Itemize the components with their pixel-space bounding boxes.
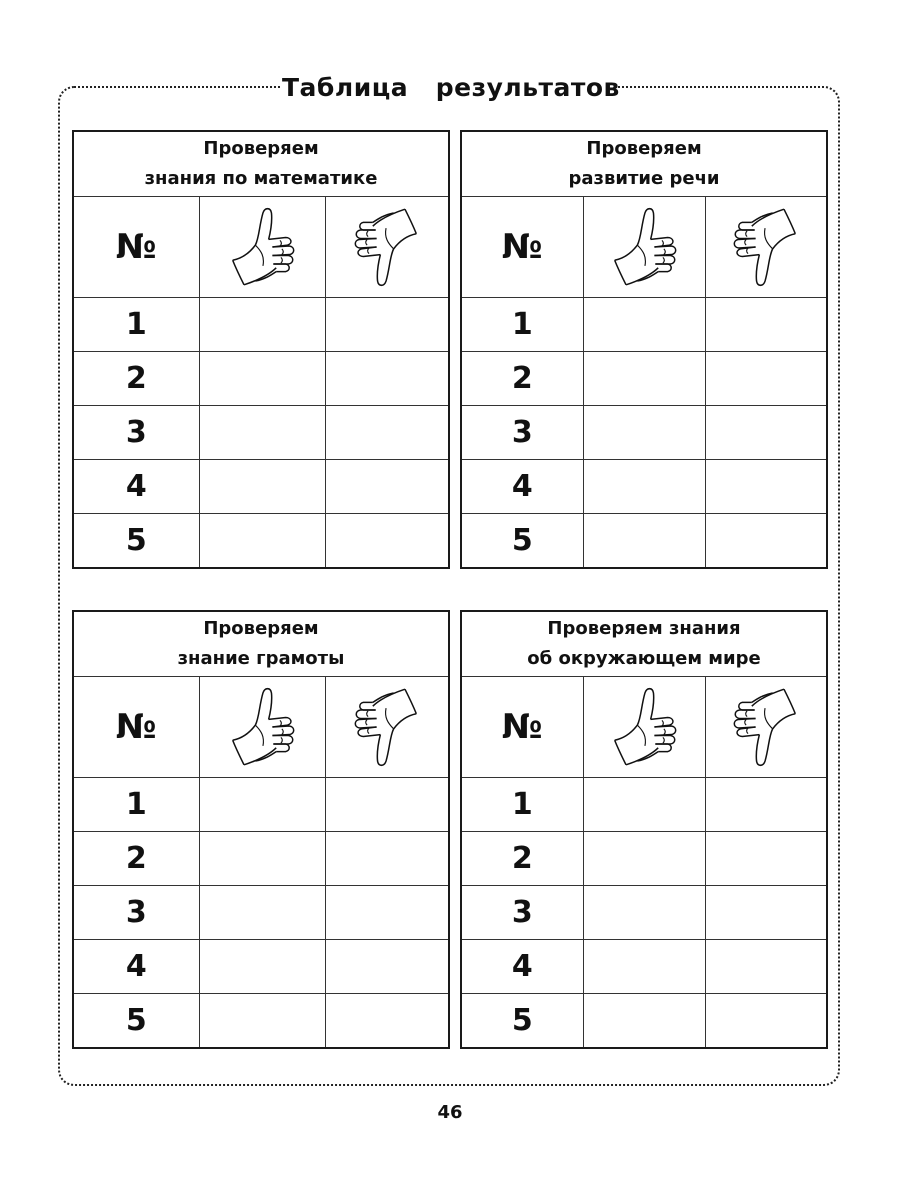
disapprove-cell[interactable] — [705, 352, 827, 406]
approve-cell[interactable] — [583, 298, 705, 352]
results-table-world — [460, 610, 828, 1049]
disapprove-cell[interactable] — [705, 514, 827, 569]
row-number: 2 — [461, 832, 583, 886]
thumbs-down-icon — [705, 677, 827, 778]
approve-cell[interactable] — [199, 460, 325, 514]
row-number: 3 — [73, 406, 199, 460]
row-number: 4 — [461, 940, 583, 994]
row-number: 4 — [73, 460, 199, 514]
approve-cell[interactable] — [583, 994, 705, 1049]
row-number: 3 — [461, 886, 583, 940]
row-number: 3 — [73, 886, 199, 940]
disapprove-cell[interactable] — [705, 994, 827, 1049]
results-table-math — [72, 130, 450, 569]
row-number: 1 — [461, 298, 583, 352]
number-column-header: № — [73, 677, 199, 778]
approve-cell[interactable] — [583, 940, 705, 994]
approve-cell[interactable] — [583, 352, 705, 406]
disapprove-cell[interactable] — [325, 778, 449, 832]
approve-cell[interactable] — [583, 886, 705, 940]
thumbs-up-icon — [199, 677, 325, 778]
disapprove-cell[interactable] — [325, 514, 449, 569]
thumbs-down-icon — [705, 197, 827, 298]
row-number: 2 — [461, 352, 583, 406]
approve-cell[interactable] — [199, 298, 325, 352]
approve-cell[interactable] — [199, 514, 325, 569]
row-number: 3 — [461, 406, 583, 460]
row-number: 2 — [73, 832, 199, 886]
disapprove-cell[interactable] — [705, 886, 827, 940]
row-number: 5 — [73, 514, 199, 569]
disapprove-cell[interactable] — [325, 352, 449, 406]
approve-cell[interactable] — [583, 514, 705, 569]
disapprove-cell[interactable] — [705, 406, 827, 460]
thumbs-up-icon — [583, 677, 705, 778]
number-column-header: № — [461, 677, 583, 778]
row-number: 5 — [73, 994, 199, 1049]
approve-cell[interactable] — [199, 832, 325, 886]
row-number: 4 — [73, 940, 199, 994]
disapprove-cell[interactable] — [705, 832, 827, 886]
disapprove-cell[interactable] — [705, 940, 827, 994]
results-table-speech — [460, 130, 828, 569]
disapprove-cell[interactable] — [325, 406, 449, 460]
thumbs-up-icon — [583, 197, 705, 298]
approve-cell[interactable] — [583, 778, 705, 832]
thumbs-down-icon — [325, 677, 449, 778]
approve-cell[interactable] — [583, 460, 705, 514]
approve-cell[interactable] — [199, 994, 325, 1049]
table-title: Проверяем развитие речи — [461, 131, 827, 197]
page-number: 46 — [437, 1102, 463, 1123]
page-title: Таблица результатов — [282, 68, 618, 108]
approve-cell[interactable] — [199, 352, 325, 406]
row-number: 1 — [461, 778, 583, 832]
row-number: 1 — [73, 778, 199, 832]
disapprove-cell[interactable] — [705, 460, 827, 514]
row-number: 5 — [461, 514, 583, 569]
number-column-header: № — [73, 197, 199, 298]
row-number: 2 — [73, 352, 199, 406]
approve-cell[interactable] — [583, 406, 705, 460]
approve-cell[interactable] — [583, 832, 705, 886]
approve-cell[interactable] — [199, 406, 325, 460]
disapprove-cell[interactable] — [705, 778, 827, 832]
disapprove-cell[interactable] — [325, 994, 449, 1049]
disapprove-cell[interactable] — [325, 832, 449, 886]
row-number: 5 — [461, 994, 583, 1049]
approve-cell[interactable] — [199, 886, 325, 940]
number-column-header: № — [461, 197, 583, 298]
disapprove-cell[interactable] — [325, 940, 449, 994]
approve-cell[interactable] — [199, 940, 325, 994]
table-title: Проверяем знания об окружающем мире — [461, 611, 827, 677]
approve-cell[interactable] — [199, 778, 325, 832]
thumbs-down-icon — [325, 197, 449, 298]
disapprove-cell[interactable] — [325, 460, 449, 514]
disapprove-cell[interactable] — [325, 298, 449, 352]
table-title: Проверяем знания по математике — [73, 131, 449, 197]
disapprove-cell[interactable] — [325, 886, 449, 940]
thumbs-up-icon — [199, 197, 325, 298]
table-title: Проверяем знание грамоты — [73, 611, 449, 677]
row-number: 4 — [461, 460, 583, 514]
disapprove-cell[interactable] — [705, 298, 827, 352]
row-number: 1 — [73, 298, 199, 352]
results-table-literacy — [72, 610, 450, 1049]
